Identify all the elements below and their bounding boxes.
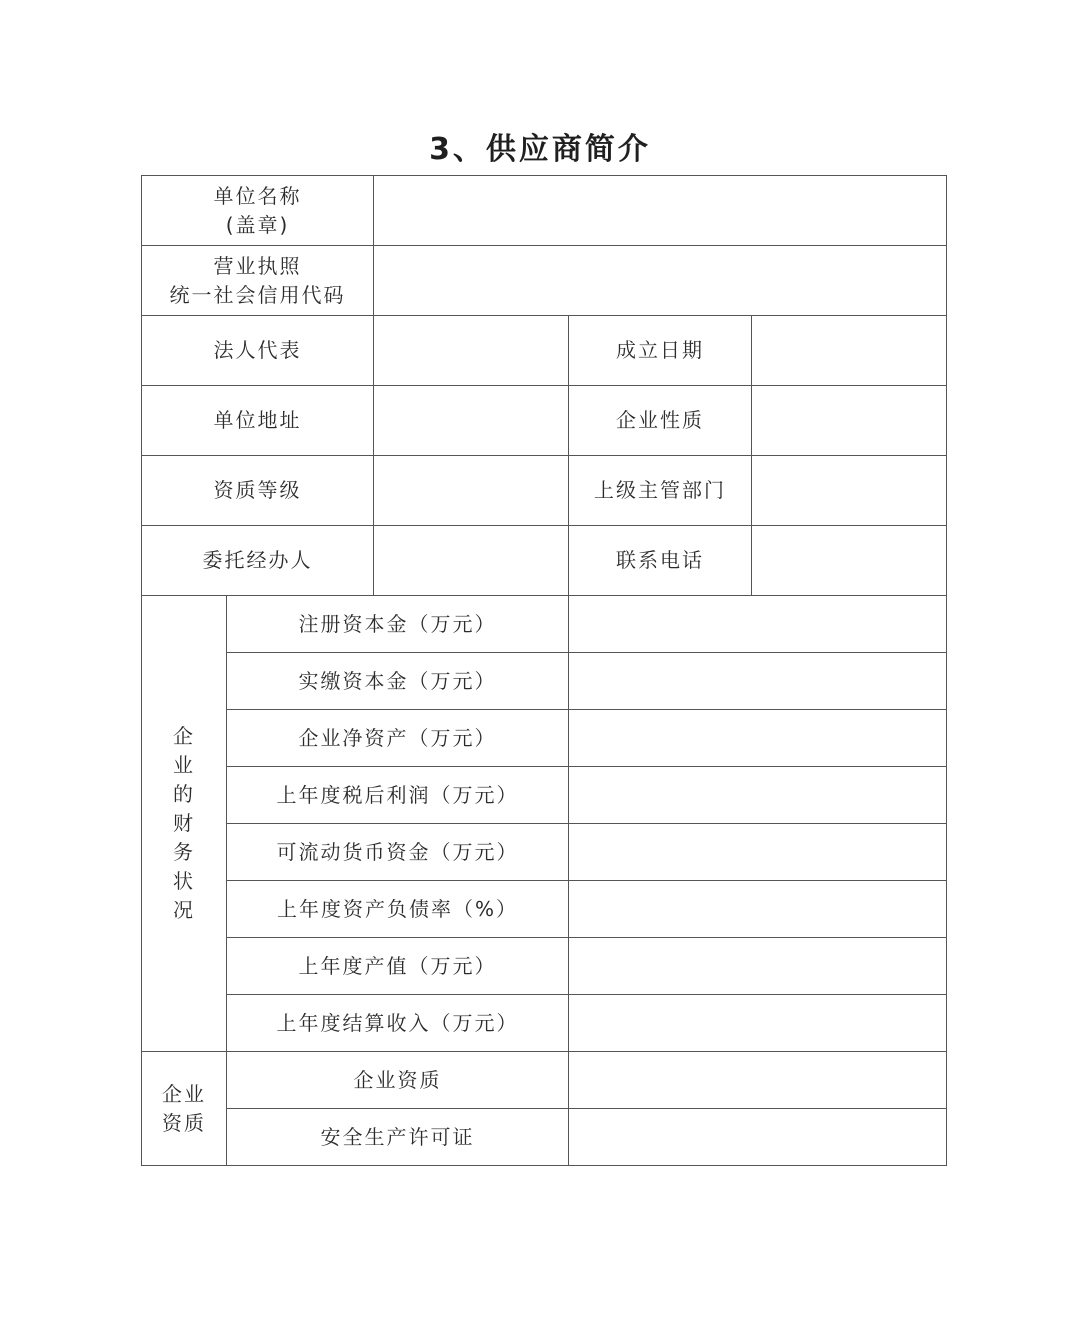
financial-status-char: 务 [173, 840, 195, 864]
table-row-legal-rep [142, 316, 947, 386]
legal-rep-field[interactable] [374, 316, 569, 386]
financial-status-char: 况 [173, 898, 195, 922]
table-row-unit-name [142, 176, 947, 246]
qualification-group-label [142, 1052, 227, 1166]
page-title: 3、供应商简介 [429, 132, 651, 167]
table-row-financial [142, 653, 947, 710]
supplier-profile-table [141, 175, 947, 1166]
legal-rep-label: 法人代表 [142, 316, 374, 386]
table-row-qualification-grade [142, 456, 947, 526]
unit-name-field[interactable] [374, 176, 947, 246]
supervising-dept-label: 上级主管部门 [569, 456, 752, 526]
table-row-financial [142, 938, 947, 995]
financial-status-group-label [142, 596, 227, 1052]
established-date-field[interactable] [752, 316, 947, 386]
safety-license-field[interactable] [569, 1109, 947, 1166]
net-profit-label: 上年度税后利润（万元） [227, 767, 569, 824]
paid-in-capital-field[interactable] [569, 653, 947, 710]
phone-label: 联系电话 [569, 526, 752, 596]
table-row-financial [142, 824, 947, 881]
phone-field[interactable] [752, 526, 947, 596]
settlement-income-field[interactable] [569, 995, 947, 1052]
paid-in-capital-label: 实缴资本金（万元） [227, 653, 569, 710]
table-row-credit-code [142, 246, 947, 316]
table-row-financial [142, 995, 947, 1052]
liquid-funds-field[interactable] [569, 824, 947, 881]
credit-code-label-line2: 统一社会信用代码 [169, 282, 346, 307]
credit-code-label-line1: 营业执照 [213, 253, 302, 278]
settlement-income-label: 上年度结算收入（万元） [227, 995, 569, 1052]
table-row-address [142, 386, 947, 456]
unit-name-label [142, 176, 374, 246]
liquid-funds-label: 可流动货币资金（万元） [227, 824, 569, 881]
output-value-label: 上年度产值（万元） [227, 938, 569, 995]
qualification-group-label-line1: 企业 [162, 1081, 206, 1106]
financial-status-char: 状 [173, 869, 195, 893]
financial-status-char: 业 [173, 753, 195, 777]
enterprise-nature-field[interactable] [752, 386, 947, 456]
enterprise-qualification-field[interactable] [569, 1052, 947, 1109]
established-date-label: 成立日期 [569, 316, 752, 386]
credit-code-label [142, 246, 374, 316]
credit-code-field[interactable] [374, 246, 947, 316]
financial-status-char: 的 [173, 782, 195, 806]
financial-status-char: 企 [173, 724, 195, 748]
output-value-field[interactable] [569, 938, 947, 995]
net-assets-field[interactable] [569, 710, 947, 767]
financial-status-char: 财 [173, 811, 195, 835]
supervising-dept-field[interactable] [752, 456, 947, 526]
unit-name-label-line2: (盖章) [225, 212, 290, 237]
table-row-agent [142, 526, 947, 596]
table-row-qualification [142, 1109, 947, 1166]
table-row-financial [142, 881, 947, 938]
qualification-grade-label: 资质等级 [142, 456, 374, 526]
enterprise-qualification-label: 企业资质 [227, 1052, 569, 1109]
address-field[interactable] [374, 386, 569, 456]
safety-license-label: 安全生产许可证 [227, 1109, 569, 1166]
debt-ratio-field[interactable] [569, 881, 947, 938]
registered-capital-label: 注册资本金（万元） [227, 596, 569, 653]
enterprise-nature-label: 企业性质 [569, 386, 752, 456]
table-row-financial [142, 767, 947, 824]
table-row-financial [142, 596, 947, 653]
debt-ratio-label: 上年度资产负债率（%） [227, 881, 569, 938]
qualification-grade-field[interactable] [374, 456, 569, 526]
qualification-group-label-line2: 资质 [162, 1110, 206, 1135]
table-row-qualification [142, 1052, 947, 1109]
net-profit-field[interactable] [569, 767, 947, 824]
unit-name-label-line1: 单位名称 [213, 183, 302, 208]
address-label: 单位地址 [142, 386, 374, 456]
net-assets-label: 企业净资产（万元） [227, 710, 569, 767]
table-row-financial [142, 710, 947, 767]
agent-label: 委托经办人 [142, 526, 374, 596]
agent-field[interactable] [374, 526, 569, 596]
registered-capital-field[interactable] [569, 596, 947, 653]
